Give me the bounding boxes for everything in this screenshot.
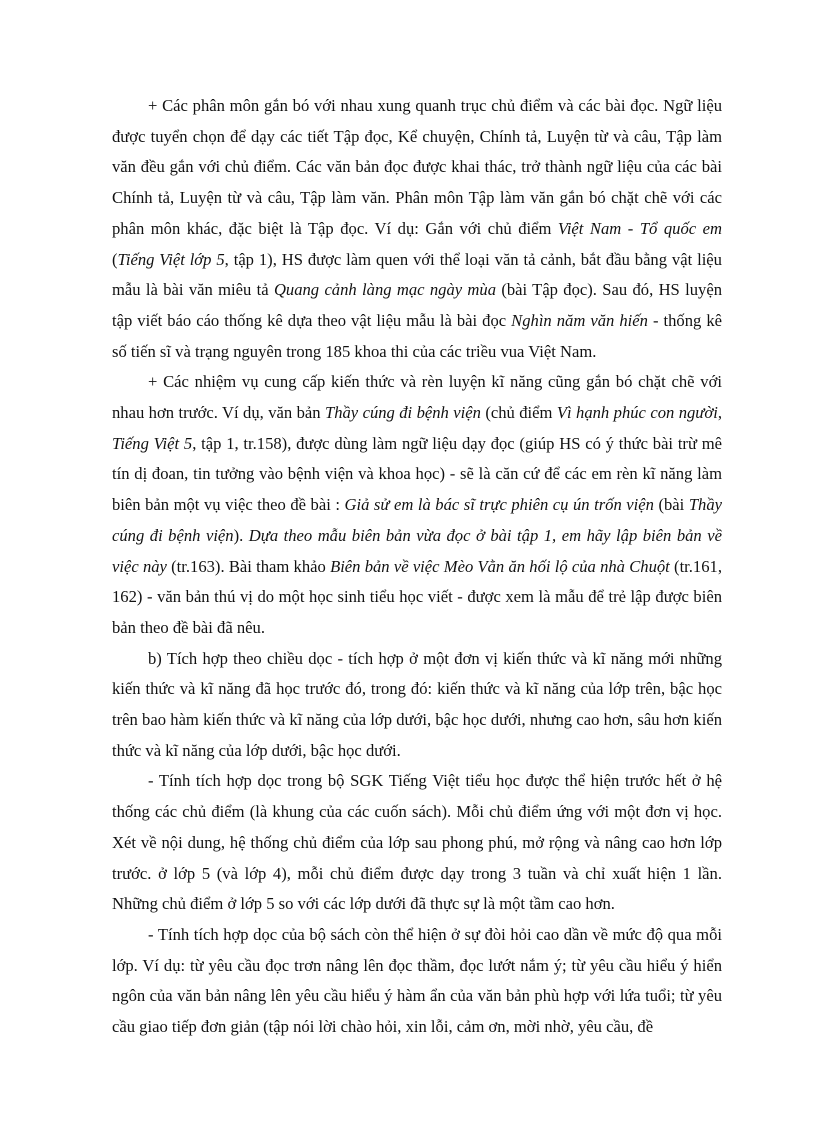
italic-text: Dựa theo mẫu biên bản vừa đọc ở bài tập 1, em hãy lập biên bản về việc này bbox=[112, 525, 722, 576]
text-run: - Tính tích hợp dọc của bộ sách còn thể hiện ở sự đòi hỏi cao dần về mức độ qua mỗi lớp. Ví dụ: từ yêu cầu đọc trơn nâng lên đọc thầm, đọc lướt nắm ý; từ yêu cầu hiểu ý hiển ngôn của văn bản nâng lên yêu cầu hiểu ý hàm ẩn của văn bản phù hợp với lứa tuổi; từ yêu cầu giao tiếp đơn giản (tập nói lời chào hỏi, xin lỗi, cảm ơn, mời nhờ, yêu cầu, đề bbox=[112, 924, 722, 1037]
text-run: (tr.161, 162) - văn bản thú vị do một học sinh tiểu học viết - được xem là mẫu để trẻ lập được biên bản theo đề bài đã nêu. bbox=[112, 556, 722, 637]
paragraph bbox=[112, 644, 722, 767]
text-run: (chủ điểm bbox=[480, 403, 557, 423]
text-run: - thống kê số tiến sĩ và trạng nguyên trong 185 khoa thi của các triều vua Việt Nam. bbox=[112, 310, 722, 361]
text-run: , bbox=[717, 403, 722, 423]
italic-text: Tiếng Việt lớp 5 bbox=[117, 249, 225, 269]
document-page bbox=[112, 91, 722, 1043]
italic-text: Thầy cúng đi bệnh viện bbox=[112, 495, 722, 545]
text-run: b) Tích hợp theo chiều dọc - tích hợp ở một đơn vị kiến thức và kĩ năng mới những kiến thức và kĩ năng đã học trước đó, trong đó: kiến thức và kĩ năng của lớp trên, bậc học trên bao hàm kiến thức và kĩ năng của lớp dưới, bậc học dưới, nhưng cao hơn, sâu hơn kiến thức và kĩ năng của lớp dưới, bậc học dưới. bbox=[112, 648, 722, 760]
text-run: ( bbox=[112, 249, 118, 269]
italic-text: Biên bản về việc Mèo Vằn ăn hối lộ của nhà Chuột bbox=[330, 556, 670, 576]
text-run: ). bbox=[233, 525, 249, 545]
paragraph bbox=[112, 91, 722, 367]
text-run: (bài Tập đọc). Sau đó, HS luyện tập viết báo cáo thống kê dựa theo vật liệu mẫu là bài đọc bbox=[112, 280, 722, 330]
text-run: (tr.163). Bài tham khảo bbox=[166, 556, 331, 576]
italic-text: Giả sử em là bác sĩ trực phiên cụ ún trốn viện bbox=[344, 495, 654, 515]
italic-text: Tiếng Việt 5 bbox=[112, 433, 193, 453]
italic-text: Quang cảnh làng mạc ngày mùa bbox=[273, 280, 497, 300]
text-run: , tập 1, tr.158), được dùng làm ngữ liệu dạy đọc (giúp HS có ý thức bài trừ mê tín dị đoan, tin tưởng vào bệnh viện và khoa học) - sẽ là căn cứ để các em rèn kĩ năng làm biên bản một vụ việc theo đề bài : bbox=[112, 433, 722, 515]
text-run: - Tính tích hợp dọc trong bộ SGK Tiếng Việt tiểu học được thể hiện trước hết ở hệ thống các chủ điểm (là khung của các cuốn sách). Mỗi chủ điểm ứng với một đơn vị học. Xét về nội dung, hệ thống chủ điểm của lớp sau phong phú, mở rộng và nâng cao hơn lớp trước. ở lớp 5 (và lớp 4), mỗi chủ điểm được dạy trong 3 tuần và chỉ xuất hiện 1 lần. Những chủ điểm ở lớp 5 so với các lớp dưới đã thực sự là một tầm cao hơn. bbox=[112, 771, 722, 914]
paragraph bbox=[112, 920, 722, 1043]
italic-text: Nghìn năm văn hiến bbox=[511, 310, 648, 330]
paragraph bbox=[112, 367, 722, 643]
italic-text: Vì hạnh phúc con người bbox=[556, 403, 718, 423]
text-run: + Các phân môn gắn bó với nhau xung quanh trục chủ điểm và các bài đọc. Ngữ liệu được tuyển chọn để dạy các tiết Tập đọc, Kể chuyện, Chính tả, Luyện từ và câu, Tập làm văn đều gắn với chủ điểm. Các văn bản đọc được khai thác, trở thành ngữ liệu của các bài Chính tả, Luyện từ và câu, Tập làm văn. Phân môn Tập làm văn gắn bó chặt chẽ với các phân môn khác, đặc biệt là Tập đọc. Ví dụ: Gắn với chủ điểm bbox=[112, 96, 722, 238]
text-run: , tập 1), HS được làm quen với thể loại văn tả cảnh, bắt đầu bằng vật liệu mẫu là bài văn miêu tả bbox=[112, 249, 722, 300]
text-run: (bài bbox=[653, 495, 689, 515]
paragraph bbox=[112, 766, 722, 920]
text-run: + Các nhiệm vụ cung cấp kiến thức và rèn luyện kĩ năng cũng gắn bó chặt chẽ với nhau hơn trước. Ví dụ, văn bản bbox=[112, 372, 722, 423]
italic-text: Thầy cúng đi bệnh viện bbox=[324, 403, 481, 423]
italic-text: Việt Nam - Tổ quốc em bbox=[557, 218, 722, 238]
